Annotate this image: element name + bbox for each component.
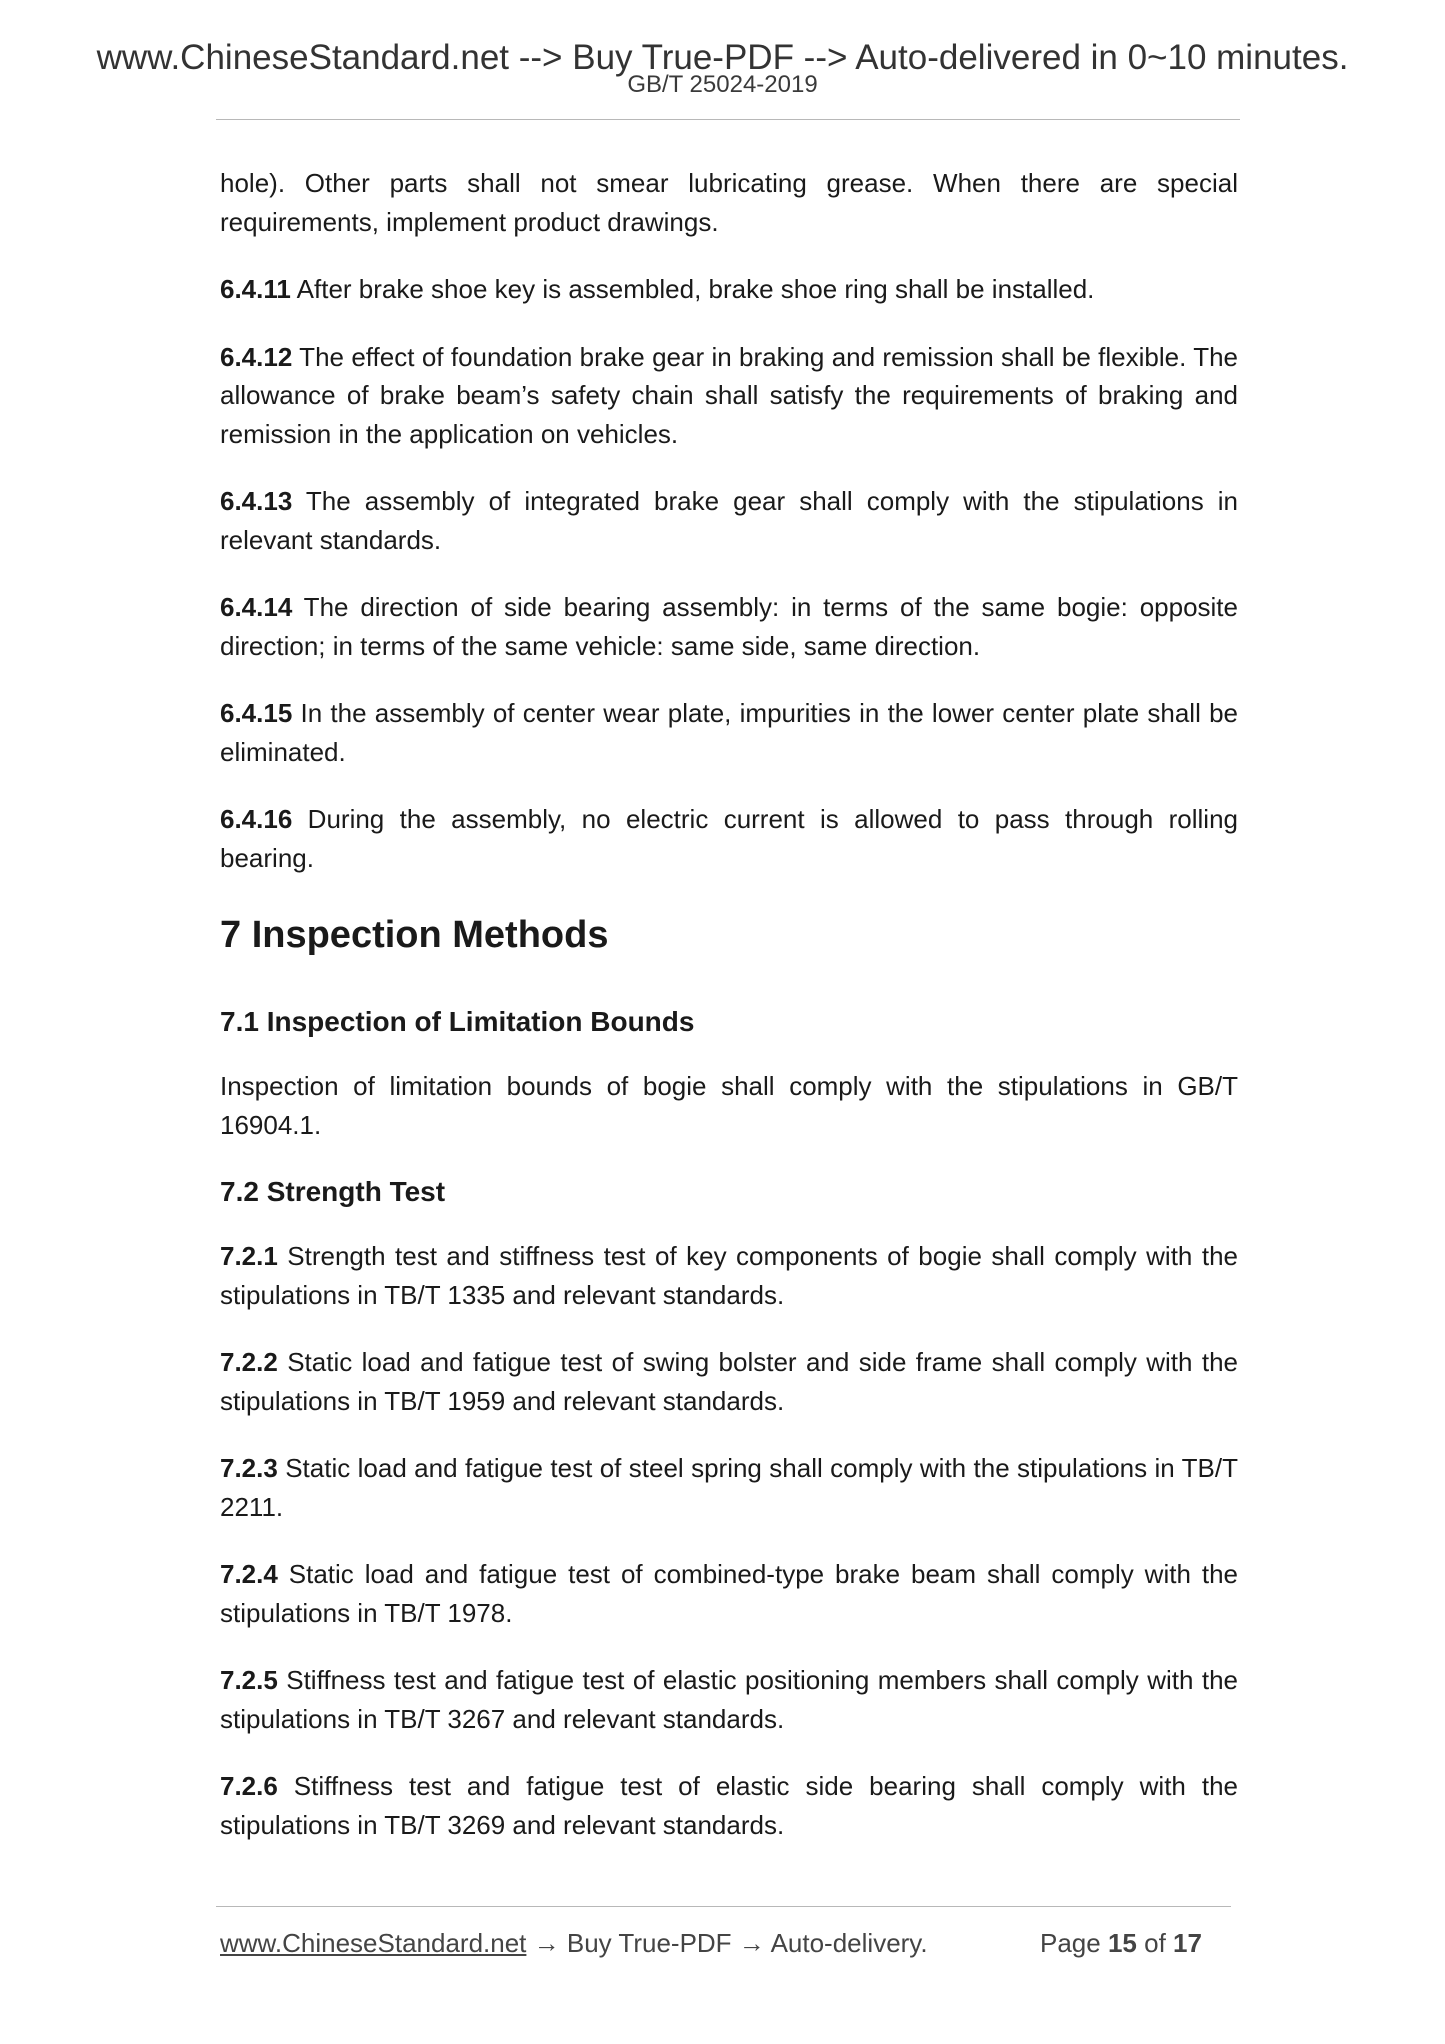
page-indicator — [1040, 1928, 1202, 1959]
clause-text: The effect of foundation brake gear in braking and remission shall be flexible. The allowance of brake beam’s safety chain shall satisfy the requirements of braking and remission in the application on vehicles. — [220, 341, 1238, 449]
clause-7-2-2 — [220, 1343, 1238, 1420]
current-page-number: 15 — [1107, 1928, 1137, 1958]
clause-7-2-1 — [220, 1237, 1238, 1314]
subsection-heading-7-1: 7.1 Inspection of Limitation Bounds — [220, 1006, 695, 1037]
of-label: of — [1144, 1928, 1166, 1958]
clause-text: The direction of side bearing assembly: in terms of the same bogie: opposite direction; in terms of the same vehicle: same side, same direction. — [220, 592, 1238, 661]
document-code: GB/T 25024-2019 — [627, 71, 818, 98]
clause-6-4-12 — [220, 338, 1238, 454]
clause-number: 6.4.13 — [220, 486, 293, 516]
clause-number: 7.2.4 — [220, 1559, 278, 1589]
page-label: Page — [1040, 1928, 1101, 1958]
clause-text: After brake shoe key is assembled, brake shoe ring shall be installed. — [290, 274, 1095, 304]
clause-number: 6.4.16 — [220, 804, 293, 834]
total-pages-number: 17 — [1173, 1928, 1202, 1958]
clause-7-2-6 — [220, 1767, 1238, 1844]
paragraph-intro: hole). Other parts shall not smear lubricating grease. When there are special requirements, implement product drawings. — [220, 168, 1238, 237]
clause-number: 7.2.1 — [220, 1241, 278, 1271]
clause-text: Stiffness test and fatigue test of elastic positioning members shall comply with the stipulations in TB/T 3267 and relevant standards. — [220, 1665, 1238, 1734]
clause-number: 6.4.14 — [220, 592, 293, 622]
clause-text: Static load and fatigue test of swing bolster and side frame shall comply with the stipulations in TB/T 1959 and relevant standards. — [220, 1347, 1238, 1416]
clause-6-4-13 — [220, 482, 1238, 559]
clause-6-4-16 — [220, 800, 1238, 877]
page-content — [220, 164, 1238, 1873]
clause-number: 6.4.15 — [220, 698, 293, 728]
footer-divider — [216, 1906, 1231, 1907]
clause-7-2-4 — [220, 1555, 1238, 1632]
footer-promo-text: → Buy True-PDF → Auto-delivery. — [526, 1928, 928, 1958]
paragraph-7-1: Inspection of limitation bounds of bogie shall comply with the stipulations in GB/T 16904.1. — [220, 1071, 1238, 1140]
clause-number: 6.4.12 — [220, 341, 293, 372]
clause-number: 7.2.3 — [220, 1453, 278, 1483]
footer-promo — [220, 1928, 928, 1959]
clause-text: Static load and fatigue test of steel spring shall comply with the stipulations in TB/T 2211. — [220, 1453, 1238, 1522]
subsection-heading-7-2: 7.2 Strength Test — [220, 1176, 446, 1207]
header-divider — [216, 119, 1240, 120]
clause-6-4-11 — [220, 270, 1238, 309]
clause-6-4-14 — [220, 588, 1238, 665]
clause-number: 7.2.5 — [220, 1665, 278, 1695]
clause-text: Static load and fatigue test of combined-type brake beam shall comply with the stipulations in TB/T 1978. — [220, 1559, 1238, 1628]
site-banner: www.ChineseStandard.net --> Buy True-PDF --> Auto-delivered in 0~10 minutes. — [96, 38, 1349, 77]
clause-number: 7.2.2 — [220, 1347, 278, 1377]
clause-text: Strength test and stiffness test of key components of bogie shall comply with the stipulations in TB/T 1335 and relevant standards. — [220, 1241, 1238, 1310]
clause-number: 7.2.6 — [220, 1771, 278, 1801]
clause-7-2-5 — [220, 1661, 1238, 1738]
clause-text: In the assembly of center wear plate, impurities in the lower center plate shall be eliminated. — [220, 698, 1238, 767]
clause-text: During the assembly, no electric current is allowed to pass through rolling bearing. — [220, 804, 1238, 873]
clause-number: 6.4.11 — [220, 274, 291, 304]
clause-7-2-3 — [220, 1449, 1238, 1526]
footer-site-link[interactable]: www.ChineseStandard.net — [220, 1928, 527, 1958]
clause-text: Stiffness test and fatigue test of elastic side bearing shall comply with the stipulations in TB/T 3269 and relevant standards. — [220, 1771, 1238, 1840]
clause-text: The assembly of integrated brake gear shall comply with the stipulations in relevant standards. — [220, 486, 1238, 555]
clause-6-4-15 — [220, 694, 1238, 771]
section-heading-7: 7 Inspection Methods — [220, 914, 609, 956]
